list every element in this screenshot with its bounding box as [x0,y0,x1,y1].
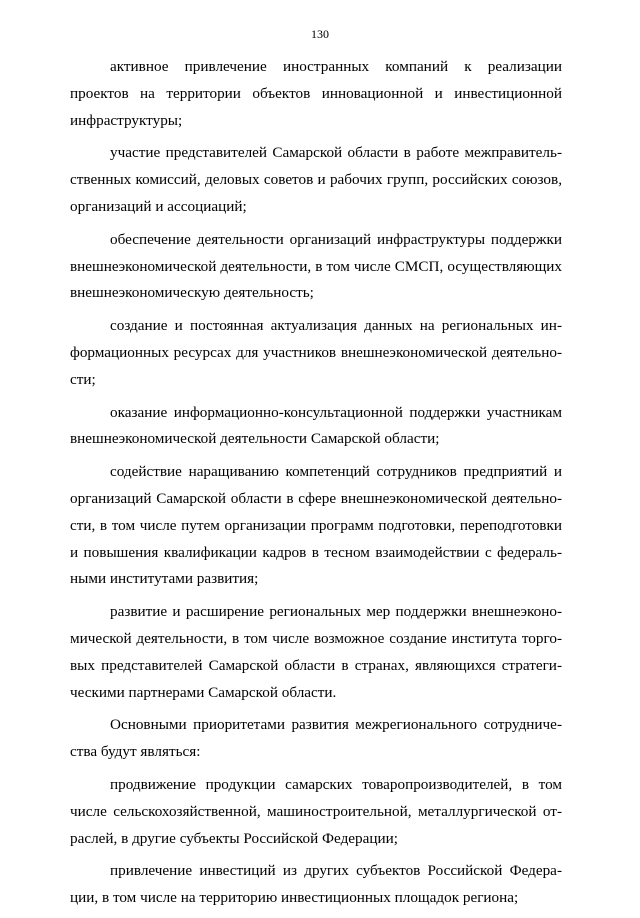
paragraph-consulting-support: оказание информационно-консультационной поддержки участникам внешнеэкономической деятельности Самарской области; [70,403,562,448]
paragraph-foreign-companies: активное привлечение иностранных компаний к реализации проектов на территории объектов инновационной и инвестиционной инфраструктуры; [70,58,562,129]
paragraph-information-resources: создание и постоянная актуализация данных на региональных информационных ресурсах для участников внешнеэкономической деятельности; [70,317,562,388]
paragraph-product-promotion: продвижение продукции самарских товаропроизводителей, в том числе сельскохозяйственной, машиностроительной, металлургической отраслей, в другие субъекты Российской Федерации; [70,775,562,847]
paragraph-investment-attraction: привлечение инвестиций из других субъектов Российской Федерации, в том числе на территорию инвестиционных площадок региона; [70,862,562,907]
paragraph-regional-support-measures: развитие и расширение региональных мер поддержки внешнеэкономической деятельности, в том числе возможное создание института торговых представителей Самарской области в странах, являющихся стратегическими партнерами Самарской области. [70,603,562,701]
paragraph-interregional-priorities: Основными приоритетами развития межрегионального сотрудничества будут являться: [70,716,562,761]
paragraph-commissions-participation: участие представителей Самарской области в работе межправительственных комиссий, деловых советов и рабочих групп, российских союзов, организаций и ассоциаций; [70,144,562,215]
paragraph-competence-building: содействие наращиванию компетенций сотрудников предприятий и организаций Самарской области в сфере внешнеэкономической деятельности, в том числе путем организации программ подготовки, переподготовки и повышения квалификации кадров в тесном взаимодействии с федеральными институтами развития; [70,463,562,588]
paragraph-infrastructure-support: обеспечение деятельности организаций инфраструктуры поддержки внешнеэкономической деятельности, в том числе СМСП, осуществляющих внешнеэкономическую деятельность; [70,230,562,302]
page-number: 130 [311,27,329,41]
body-text [70,54,562,918]
